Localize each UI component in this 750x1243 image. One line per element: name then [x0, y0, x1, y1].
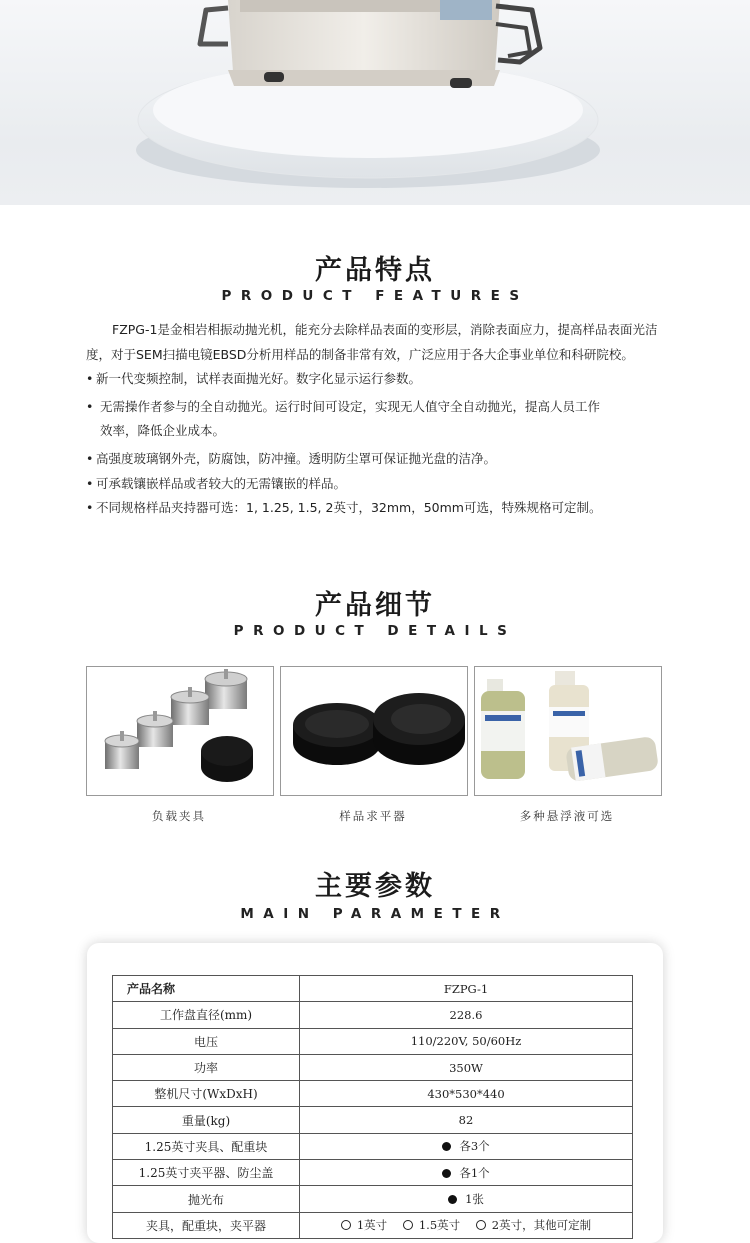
- details-title: 产品细节: [315, 590, 435, 621]
- param-key: 整机尺寸(WxDxH): [113, 1081, 300, 1107]
- table-row: [113, 1028, 633, 1054]
- param-option: 1英寸: [356, 1218, 388, 1233]
- table-row: [113, 1002, 633, 1028]
- feature-item-continued: 效率，降低企业成本。: [100, 423, 226, 439]
- param-value: FZPG-1: [300, 976, 633, 1002]
- param-key: 电压: [113, 1028, 300, 1054]
- table-row: [113, 1081, 633, 1107]
- params-title: 主要参数: [315, 871, 435, 902]
- photo-caption: 多种悬浮液可选: [519, 809, 615, 823]
- table-row: [113, 1160, 633, 1186]
- param-option: 1.5英寸: [418, 1218, 461, 1233]
- param-key: 抛光布: [113, 1186, 300, 1212]
- details-subtitle: PRODUCT DETAILS: [233, 623, 517, 639]
- feature-item: • 新一代变频控制，试样表面抛光好。数字化显示运行参数。: [86, 371, 422, 387]
- features-intro: FZPG-1是金相岩相振动抛光机，能充分去除样品表面的变形层，消除表面应力，提高样品表面光洁度，对于SEM扫描电镜EBSD分析用样品的制备非常有效，广泛应用于各大企事业单位和科研院校。: [86, 322, 658, 362]
- radio-circle-icon: [476, 1220, 486, 1230]
- param-value: 110/220V, 50/60Hz: [300, 1028, 633, 1054]
- table-row: [113, 1212, 633, 1238]
- hero-product-image: [0, 0, 750, 205]
- leveler-discs-photo: [280, 666, 468, 796]
- param-key: 夹具，配重块，夹平器: [113, 1212, 300, 1238]
- radio-circle-icon: [341, 1220, 351, 1230]
- param-key: 产品名称: [113, 976, 300, 1002]
- param-key: 功率: [113, 1054, 300, 1080]
- filled-dot-icon: [448, 1195, 457, 1204]
- feature-item: • 可承载镶嵌样品或者较大的无需镶嵌的样品。: [86, 475, 347, 491]
- filled-dot-icon: [442, 1142, 451, 1151]
- features-title: 产品特点: [315, 255, 435, 286]
- table-row: [113, 1133, 633, 1159]
- param-value: 各3个: [459, 1139, 490, 1154]
- param-value: 82: [300, 1107, 633, 1133]
- features-subtitle: PRODUCT FEATURES: [221, 288, 529, 304]
- feature-item: • 不同规格样品夹持器可选：1, 1.25, 1.5, 2英寸，32mm，50mm可选，特殊规格可定制。: [86, 500, 602, 516]
- param-key: 1.25英寸夹具、配重块: [113, 1133, 300, 1159]
- param-key: 1.25英寸夹平器、防尘盖: [113, 1160, 300, 1186]
- filled-dot-icon: [442, 1169, 451, 1178]
- param-key: 工作盘直径(mm): [113, 1002, 300, 1028]
- features-text: [86, 318, 676, 521]
- params-subtitle: MAIN PARAMETER: [240, 906, 510, 922]
- photo-caption: 样品求平器: [339, 809, 407, 823]
- param-value: 430*530*440: [300, 1081, 633, 1107]
- param-value: 228.6: [300, 1002, 633, 1028]
- features-list: [86, 367, 676, 521]
- suspension-bottles-photo: [474, 666, 662, 796]
- table-row: [113, 976, 633, 1002]
- param-value: 1张: [465, 1192, 484, 1207]
- table-row: [113, 1186, 633, 1212]
- param-key: 重量(kg): [113, 1107, 300, 1133]
- param-value: 各1个: [459, 1165, 490, 1180]
- param-value: 350W: [300, 1054, 633, 1080]
- photo-caption: 负载夹具: [152, 809, 206, 823]
- feature-item: • 无需操作者参与的全自动抛光。运行时间可设定，实现无人值守全自动抛光，提高人员工作 效率，降低企业成本。: [86, 395, 676, 444]
- feature-item: • 高强度玻璃钢外壳，防腐蚀，防冲撞。透明防尘罩可保证抛光盘的洁净。: [86, 450, 497, 466]
- params-table: [112, 975, 633, 1239]
- radio-circle-icon: [403, 1220, 413, 1230]
- param-option: 2英寸，其他可定制: [491, 1218, 592, 1233]
- sample-holders-photo: [86, 666, 274, 796]
- table-row: [113, 1107, 633, 1133]
- table-row: [113, 1054, 633, 1080]
